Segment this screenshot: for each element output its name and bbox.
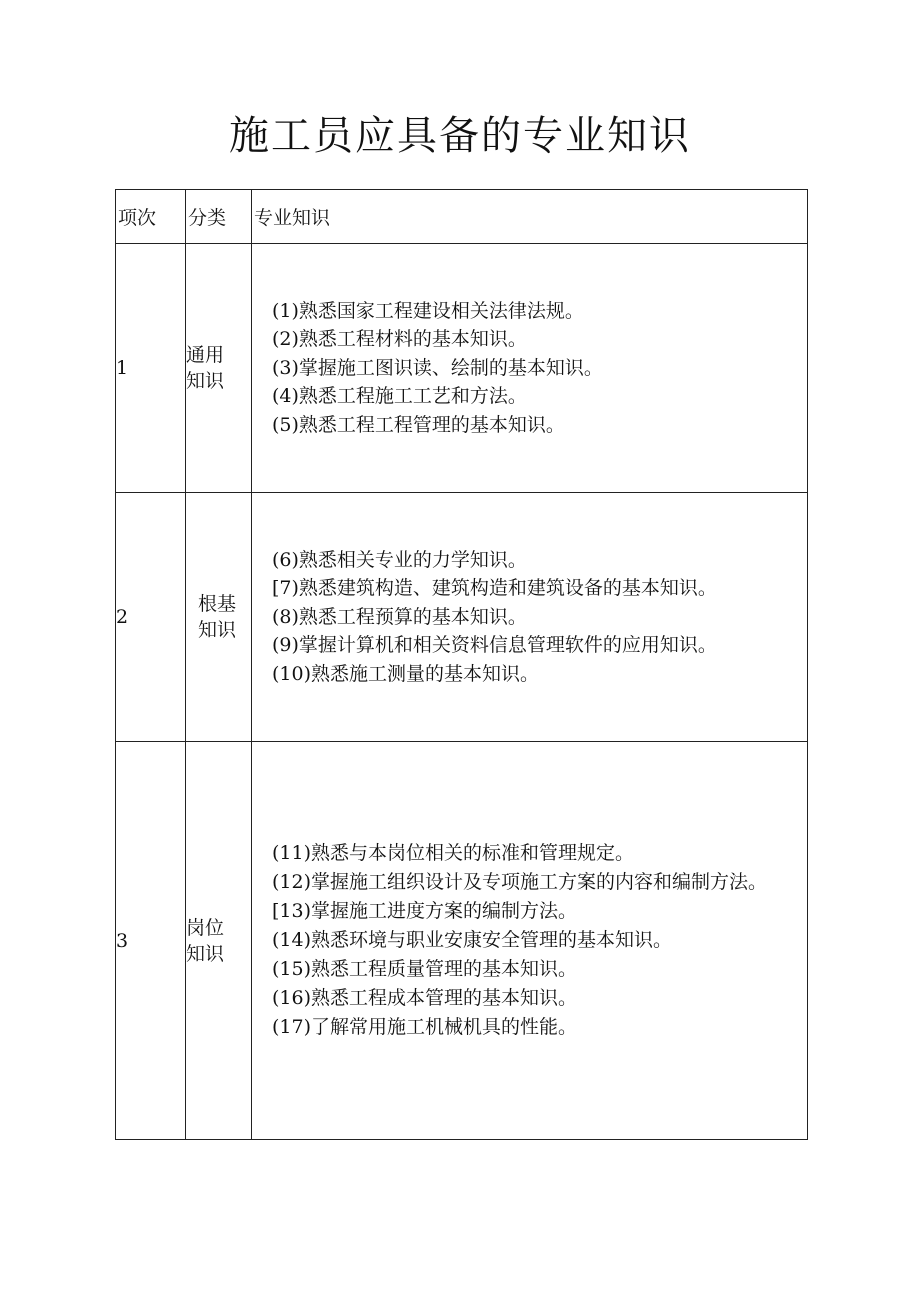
row-knowledge [252, 493, 808, 742]
row-knowledge [252, 742, 808, 1140]
category-line: 根基 [198, 593, 237, 615]
table-row [116, 493, 808, 742]
table-row [116, 742, 808, 1140]
list-item: (6)熟悉相关专业的力学知识。 [272, 548, 527, 571]
list-item: (1)熟悉国家工程建设相关法律法规。 [272, 299, 584, 322]
header-category: 分类 [186, 190, 252, 244]
list-item: (11)熟悉与本岗位相关的标准和管理规定。 [272, 842, 635, 864]
category-line: 通用 [186, 344, 225, 366]
table-row [116, 244, 808, 493]
row-knowledge [252, 244, 808, 493]
row-index: 2 [116, 493, 186, 742]
category-line: 知识 [186, 370, 225, 392]
category-line: 知识 [198, 619, 237, 641]
table-header-row [116, 190, 808, 244]
list-item: (16)熟悉工程成本管理的基本知识。 [272, 987, 578, 1009]
list-item: (4)熟悉工程施工工艺和方法。 [272, 385, 527, 408]
list-item: (5)熟悉工程工程管理的基本知识。 [272, 413, 565, 436]
list-item: [7)熟悉建筑构造、建筑构造和建筑设备的基本知识。 [272, 577, 717, 600]
row-index: 3 [116, 742, 186, 1140]
list-item: (10)熟悉施工测量的基本知识。 [272, 662, 540, 685]
list-item: [13)掌握施工进度方案的编制方法。 [272, 900, 578, 922]
list-item: (2)熟悉工程材料的基本知识。 [272, 328, 527, 351]
list-item: (8)熟悉工程预算的基本知识。 [272, 605, 527, 628]
row-category [186, 244, 252, 493]
list-item: (14)熟悉环境与职业安康安全管理的基本知识。 [272, 929, 673, 951]
header-knowledge: 专业知识 [252, 190, 808, 244]
row-category [186, 742, 252, 1140]
row-category [186, 493, 252, 742]
header-index: 项次 [116, 190, 186, 244]
list-item: (3)掌握施工图识读、绘制的基本知识。 [272, 356, 603, 379]
list-item: (17)了解常用施工机械机具的性能。 [272, 1016, 578, 1038]
knowledge-table [115, 189, 808, 1140]
list-item: (15)熟悉工程质量管理的基本知识。 [272, 958, 578, 980]
page-title: 施工员应具备的专业知识 [229, 113, 691, 159]
row-index: 1 [116, 244, 186, 493]
category-line: 岗位 [186, 916, 225, 939]
list-item: (9)掌握计算机和相关资料信息管理软件的应用知识。 [272, 634, 717, 657]
category-line: 知识 [186, 942, 225, 965]
list-item: (12)掌握施工组织设计及专项施工方案的内容和编制方法。 [272, 871, 768, 893]
